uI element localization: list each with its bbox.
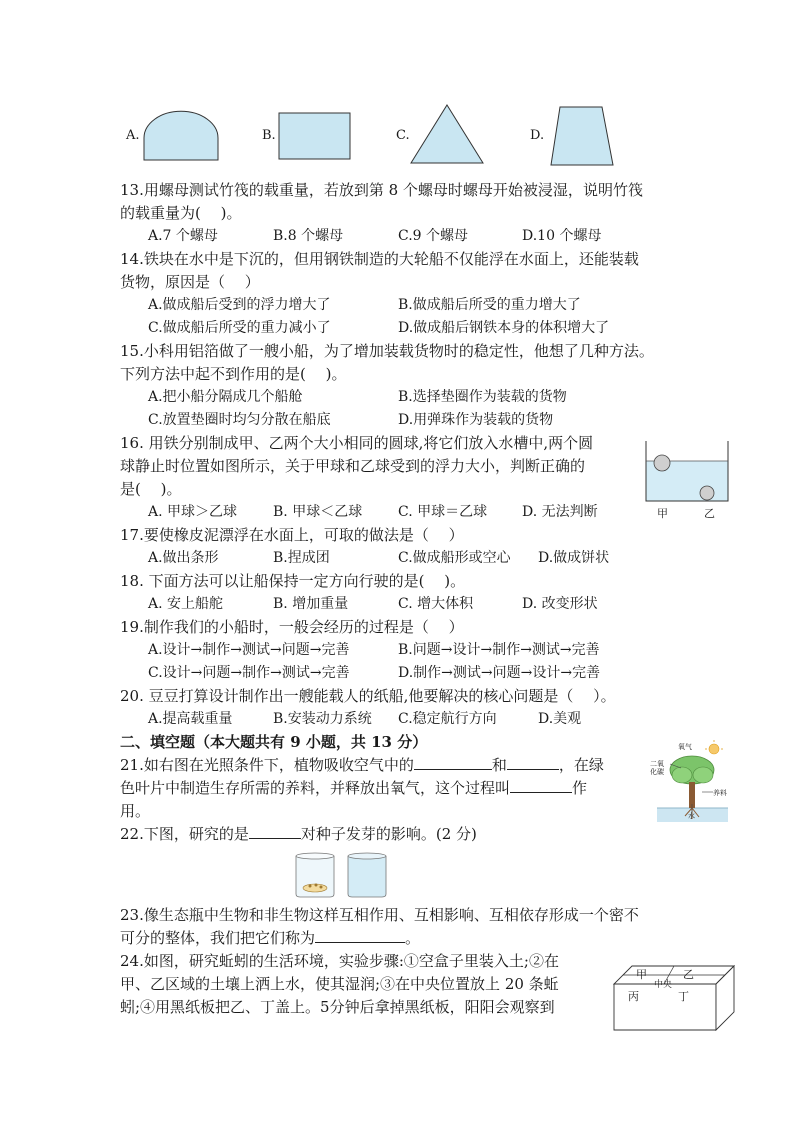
q22-line-1 (120, 824, 477, 844)
nutrient-label: 养料 (713, 789, 727, 797)
semicircle-square-figure (142, 108, 222, 163)
q13-line-1: 13.用螺母测试竹筏的载重量，若放到第 8 个螺母时螺母开始被浸湿，说明竹筏 (120, 181, 643, 199)
q17-line-1: 17.要使橡皮泥漂浮在水面上，可取的做法是（ ） (120, 526, 464, 544)
q21-blank-1[interactable] (414, 755, 492, 770)
q16-option-b[interactable]: B. 甲球＜乙球 (273, 504, 363, 520)
zone-yi-label: 乙 (683, 968, 694, 981)
q17-option-a[interactable]: A.做出条形 (148, 550, 219, 566)
q21-text-c: ，在绿 (558, 756, 604, 774)
q23-text-b: 。 (405, 929, 421, 947)
q14-line-2: 货物，原因是（ ） (120, 273, 260, 291)
q21-text-a: 21.如右图在光照条件下，植物吸收空气中的 (120, 756, 414, 774)
q16-option-d[interactable]: D. 无法判断 (522, 504, 598, 520)
zone-bing-label: 丙 (628, 990, 639, 1003)
q21-text-b: 和 (491, 756, 507, 774)
q22-text-a: 22.下图，研究的是 (120, 825, 249, 843)
q21-line-3: 用。 (120, 802, 151, 820)
zone-center-label: 中央 (654, 980, 673, 990)
q20-line-1: 20. 豆豆打算设计制作出一艘能载人的纸船,他要解决的核心问题是（ ）。 (120, 687, 616, 705)
q18-option-b[interactable]: B. 增加重量 (273, 596, 349, 612)
q15-option-c[interactable]: C.放置垫圈时均匀分散在船底 (148, 412, 331, 428)
option-c-label: C. (396, 128, 410, 143)
q21-line-1 (120, 755, 604, 775)
co2-label: 二氧化碳 (650, 760, 664, 776)
ball-jia-label: 甲 (657, 507, 668, 520)
q15-line-1: 15.小科用铝箔做了一艘小船，为了增加装载货物时的稳定性，他想了几种方法。 (120, 342, 654, 360)
q14-option-c[interactable]: C.做成船后所受的重力减小了 (148, 320, 331, 336)
q19-option-c[interactable]: C.设计→问题→制作→测试→完善 (148, 665, 350, 681)
q23-text-a: 可分的整体，我们把它们称为 (120, 929, 316, 947)
zone-jia-label: 甲 (636, 968, 647, 981)
q13-option-a[interactable]: A.7 个螺母 (148, 228, 218, 244)
q16-option-a[interactable]: A. 甲球＞乙球 (148, 504, 238, 520)
q14-line-1: 14.铁块在水中是下沉的，但用钢铁制造的大轮船不仅能浮在水面上，还能装载 (120, 250, 639, 268)
trapezoid-figure (550, 105, 620, 167)
q20-option-c[interactable]: C.稳定航行方向 (398, 711, 497, 727)
q16-option-c[interactable]: C. 甲球＝乙球 (398, 504, 488, 520)
q17-option-c[interactable]: C.做成船形或空心 (398, 550, 511, 566)
ball-yi-label: 乙 (704, 507, 715, 520)
q17-option-b[interactable]: B.捏成团 (273, 550, 330, 566)
q23-blank[interactable] (315, 928, 405, 943)
q24-line-2: 甲、乙区域的土壤上洒上水，使其湿润;③在中央位置放上 20 条蚯 (120, 975, 559, 993)
q21-blank-3[interactable] (510, 778, 572, 793)
q18-option-c[interactable]: C. 增大体积 (398, 596, 474, 612)
q15-option-d[interactable]: D.用弹珠作为装载的货物 (398, 412, 554, 428)
q19-option-b[interactable]: B.问题→设计→制作→测试→完善 (398, 642, 600, 658)
zone-ding-label: 丁 (678, 990, 689, 1003)
q14-option-d[interactable]: D.做成船后钢铁本身的体积增大了 (398, 320, 610, 336)
water-label: 水 (688, 812, 695, 820)
q22-blank[interactable] (249, 824, 301, 839)
q24-line-1: 24.如图，研究蚯蚓的生活环境，实验步骤:①空盒子里装入土;②在 (120, 952, 559, 970)
q18-option-d[interactable]: D. 改变形状 (522, 596, 598, 612)
option-d-label: D. (530, 128, 545, 143)
rectangle-figure (278, 112, 353, 162)
q19-line-1: 19.制作我们的小船时，一般会经历的过程是（ ） (120, 618, 464, 636)
option-b-label: B. (262, 128, 276, 143)
q18-line-1: 18. 下面方法可以让船保持一定方向行驶的是( )。 (120, 572, 466, 590)
q17-option-d[interactable]: D.做成饼状 (538, 550, 610, 566)
q16-line-1: 16. 用铁分别制成甲、乙两个大小相同的圆球,将它们放入水槽中,两个圆 (120, 434, 594, 452)
q23-line-1: 23.像生态瓶中生物和非生物这样互相作用、互相影响、互相依存形成一个密不 (120, 906, 639, 924)
q22-text-b: 对种子发芽的影响。(2 分) (300, 825, 477, 843)
q21-text-e: 作 (572, 779, 588, 797)
q23-line-2 (120, 928, 420, 948)
q21-line-2 (120, 778, 587, 798)
option-a-label: A. (126, 128, 140, 143)
triangle-figure (410, 103, 485, 165)
q15-line-2: 下列方法中起不到作用的是( )。 (120, 365, 347, 383)
q19-option-a[interactable]: A.设计→制作→测试→问题→完善 (148, 642, 350, 658)
q20-option-a[interactable]: A.提高载重量 (148, 711, 233, 727)
q14-option-b[interactable]: B.做成船后所受的重力增大了 (398, 297, 581, 313)
q15-option-b[interactable]: B.选择垫圈作为装载的货物 (398, 389, 567, 405)
q19-option-d[interactable]: D.制作→测试→问题→设计→完善 (398, 665, 601, 681)
q13-option-b[interactable]: B.8 个螺母 (273, 228, 344, 244)
q13-line-2: 的载重量为( )。 (120, 204, 242, 222)
q24-line-3: 蚓;④用黑纸板把乙、丁盖上。5分钟后拿掉黑纸板，阳阳会观察到 (120, 998, 555, 1016)
seed-jars-figure (292, 850, 392, 898)
q15-option-a[interactable]: A.把小船分隔成几个船舱 (148, 389, 303, 405)
q13-option-d[interactable]: D.10 个螺母 (522, 228, 602, 244)
q16-line-2: 球静止时位置如图所示，关于甲球和乙球受到的浮力大小，判断正确的 (120, 457, 586, 475)
water-tank-figure (645, 440, 730, 502)
q21-text-d: 色叶片中制造生存所需的养料，并释放出氧气，这个过程叫 (120, 779, 511, 797)
q20-option-d[interactable]: D.美观 (538, 711, 582, 727)
oxygen-label: 氧气 (678, 743, 692, 751)
section-2-heading: 二、填空题（本大题共有 9 小题，共 13 分） (120, 733, 428, 751)
q13-option-c[interactable]: C.9 个螺母 (398, 228, 469, 244)
q16-line-3: 是( )。 (120, 480, 182, 498)
q18-option-a[interactable]: A. 安上船舵 (148, 596, 224, 612)
q21-blank-2[interactable] (507, 755, 559, 770)
q14-option-a[interactable]: A.做成船后受到的浮力增大了 (148, 297, 331, 313)
q20-option-b[interactable]: B.安装动力系统 (273, 711, 372, 727)
